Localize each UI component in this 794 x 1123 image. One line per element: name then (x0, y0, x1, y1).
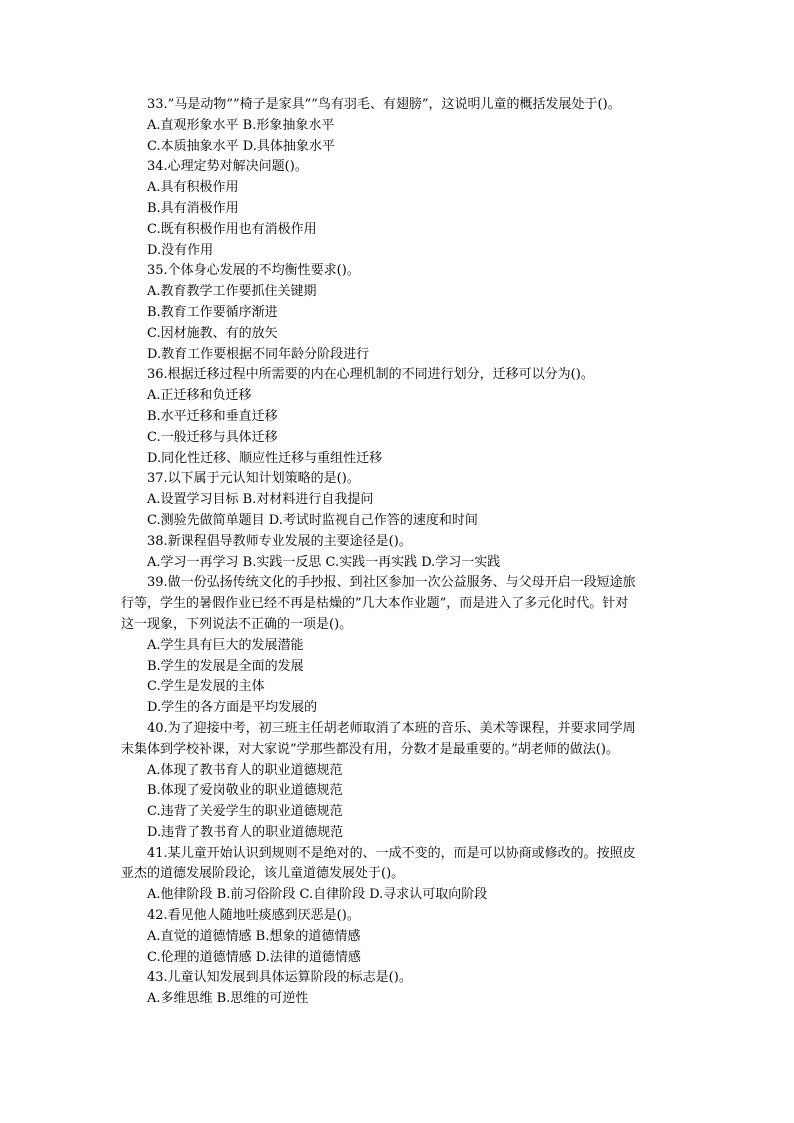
question-41-options-row-1: A.他律阶段 B.前习俗阶段 C.自律阶段 D.寻求认可取向阶段 (147, 887, 488, 903)
question-34-stem: 34.心理定势对解决问题()。 (147, 159, 308, 175)
question-37-options-row-1: A.设置学习目标 B.对材料进行自我提问 (147, 492, 374, 508)
question-38-stem: 38.新课程倡导教师专业发展的主要途径是()。 (147, 533, 412, 549)
question-39-stem-line-2: 行等，学生的暑假作业已经不再是枯燥的”几大本作业题”，而是进入了多元化时代。针对 (121, 596, 629, 612)
question-41-stem-line-1: 41.某儿童开始认识到规则不是绝对的、一成不变的，而是可以协商或修改的。按照皮 (147, 845, 636, 861)
question-36-option-d: D.同化性迁移、顺应性迁移与重组性迁移 (147, 450, 383, 466)
question-33-options-row-1: A.直观形象水平 B.形象抽象水平 (147, 117, 335, 133)
question-40-option-a: A.体现了教书育人的职业道德规范 (147, 762, 343, 778)
question-36-option-c: C.一般迁移与具体迁移 (147, 429, 278, 445)
question-35-option-d: D.教育工作要根据不同年龄分阶段进行 (147, 346, 370, 362)
question-35-option-b: B.教育工作要循序渐进 (147, 304, 278, 320)
question-43-options-row-1: A.多维思维 B.思维的可逆性 (147, 991, 309, 1007)
question-40-option-d: D.违背了教书育人的职业道德规范 (147, 824, 344, 840)
question-37-stem: 37.以下属于元认知计划策略的是()。 (147, 471, 360, 487)
question-36-option-a: A.正迁移和负迁移 (147, 388, 252, 404)
question-34-option-c: C.既有积极作用也有消极作用 (147, 221, 317, 237)
question-40-stem-line-1: 40.为了迎接中考，初三班主任胡老师取消了本班的音乐、美术等课程，并要求同学周 (147, 720, 636, 736)
question-42-options-row-1: A.直觉的道德情感 B.想象的道德情感 (147, 928, 361, 944)
question-37-options-row-2: C.测验先做简单题目 D.考试时监视自己作答的速度和时间 (147, 512, 478, 528)
question-40-option-b: B.体现了爱岗敬业的职业道德规范 (147, 783, 343, 799)
question-35-option-a: A.教育教学工作要抓住关键期 (147, 284, 317, 300)
question-39-stem-line-1: 39.做一份弘扬传统文化的手抄报、到社区参加一次公益服务、与父母开启一段短途旅 (147, 575, 636, 591)
question-36-stem: 36.根据迁移过程中所需要的内在心理机制的不同进行划分，迁移可以分为()。 (147, 367, 594, 383)
question-33-options-row-2: C.本质抽象水平 D.具体抽象水平 (147, 138, 335, 154)
question-39-option-c: C.学生是发展的主体 (147, 679, 265, 695)
question-35-option-c: C.因材施教、有的放矢 (147, 325, 278, 341)
question-36-option-b: B.水平迁移和垂直迁移 (147, 408, 278, 424)
question-35-stem: 35.个体身心发展的不均衡性要求()。 (147, 263, 360, 279)
question-34-option-a: A.具有积极作用 (147, 180, 239, 196)
question-39-option-a: A.学生具有巨大的发展潜能 (147, 637, 304, 653)
question-40-option-c: C.违背了关爱学生的职业道德规范 (147, 804, 343, 820)
question-39-option-d: D.学生的各方面是平均发展的 (147, 700, 318, 716)
question-34-option-d: D.没有作用 (147, 242, 214, 258)
question-38-options-row-1: A.学习一再学习 B.实践一反思 C.实践一再实践 D.学习一实践 (147, 554, 501, 570)
question-41-stem-line-2: 亚杰的道德发展阶段论，该儿童道德发展处于()。 (121, 866, 405, 882)
question-42-stem: 42.看见他人随地吐痰感到厌恶是()。 (147, 908, 360, 924)
question-33-stem: 33.”马是动物””椅子是家具””鸟有羽毛、有翅膀”，这说明儿童的概括发展处于()。 (147, 97, 621, 112)
question-40-stem-line-2: 末集体到学校补课，对大家说”学那些都没有用，分数才是最重要的。”胡老师的做法()。 (121, 741, 619, 757)
question-39-option-b: B.学生的发展是全面的发展 (147, 658, 304, 674)
question-42-options-row-2: C.伦理的道德情感 D.法律的道德情感 (147, 949, 361, 965)
question-43-stem: 43.儿童认知发展到具体运算阶段的标志是()。 (147, 970, 412, 986)
question-34-option-b: B.具有消极作用 (147, 200, 239, 216)
question-39-stem-line-3: 这一现象，下列说法不正确的一项是()。 (121, 616, 353, 632)
